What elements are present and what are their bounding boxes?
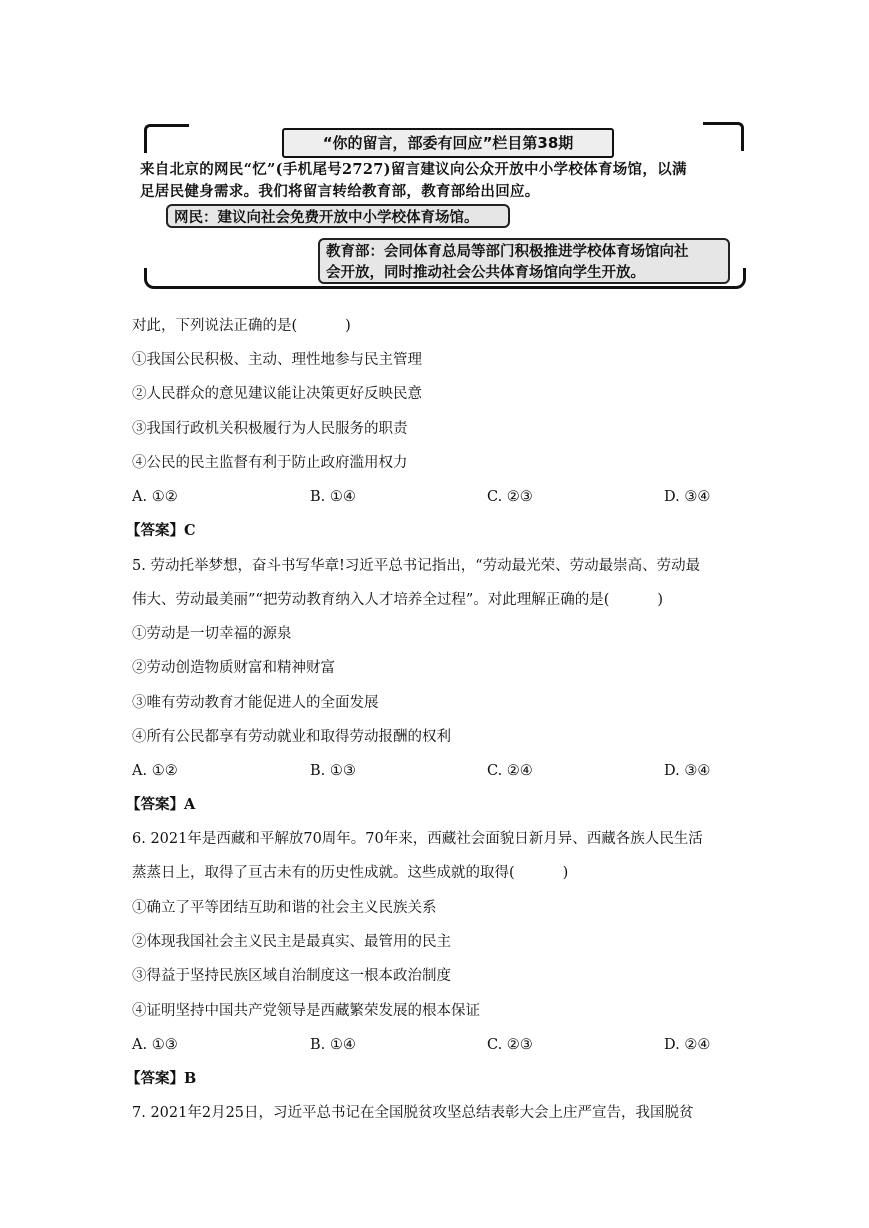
q5-option-a: A. ①②	[132, 763, 178, 779]
netizen-message-box	[166, 204, 510, 228]
q4-stem	[132, 316, 351, 336]
q4-option-b: B. ①④	[310, 489, 356, 505]
q6-option-a: A. ①③	[132, 1037, 178, 1053]
q6-option-c: C. ②③	[487, 1037, 533, 1053]
clipping-corner-right	[703, 122, 744, 151]
clipping-banner: “你的留言，部委有回应”栏目第38期	[282, 128, 614, 158]
q5-stem-line1: 5. 劳动托举梦想，奋斗书写华章!习近平总书记指出，“劳动最光荣、劳动最崇高、劳动最	[132, 558, 701, 574]
q5-stem-line2	[132, 590, 663, 610]
q6-item-1: ①确立了平等团结互助和谐的社会主义民族关系	[132, 900, 437, 916]
q7-stem-line1: 7. 2021年2月25日，习近平总书记在全国脱贫攻坚总结表彰大会上庄严宣告，我国脱贫	[132, 1105, 694, 1121]
q5-item-3: ③唯有劳动教育才能促进人的全面发展	[132, 695, 379, 711]
q5-stem-line2-text: 伟大、劳动最美丽”“把劳动教育纳入人才培养全过程”。对此理解正确的是(	[132, 592, 610, 608]
q5-answer: 【答案】A	[126, 796, 196, 813]
q4-option-a: A. ①②	[132, 489, 178, 505]
q4-stem-close: )	[345, 318, 351, 334]
q4-item-3: ③我国行政机关积极履行为人民服务的职责	[132, 421, 408, 437]
ministry-reply-line1: 教育部：会同体育总局等部门积极推进学校体育场馆向社	[326, 243, 689, 260]
ministry-reply-line2: 会开放，同时推动社会公共体育场馆向学生开放。	[326, 264, 645, 281]
ministry-reply-box	[318, 238, 730, 284]
q5-item-1: ①劳动是一切幸福的源泉	[132, 626, 292, 642]
clipping-corner-left	[144, 124, 189, 153]
q6-item-4: ④证明坚持中国共产党领导是西藏繁荣发展的根本保证	[132, 1003, 480, 1019]
q6-stem-close: )	[562, 865, 569, 881]
q6-stem-line1: 6. 2021年是西藏和平解放70周年。70年来，西藏社会面貌日新月异、西藏各族人民生活	[132, 831, 703, 847]
q5-option-d: D. ③④	[664, 763, 711, 779]
q6-item-2: ②体现我国社会主义民主是最真实、最管用的民主	[132, 934, 451, 950]
q4-item-1: ①我国公民积极、主动、理性地参与民主管理	[132, 352, 422, 368]
q5-item-4: ④所有公民都享有劳动就业和取得劳动报酬的权利	[132, 729, 451, 745]
clipping-intro-line2: 足居民健身需求。我们将留言转给教育部，教育部给出回应。	[140, 183, 540, 200]
q6-answer: 【答案】B	[126, 1070, 197, 1087]
q5-option-c: C. ②④	[487, 763, 533, 779]
q6-stem-line2-text: 蒸蒸日上，取得了亘古未有的历史性成就。这些成就的取得(	[132, 865, 515, 881]
q4-option-c: C. ②③	[487, 489, 533, 505]
q5-option-b: B. ①③	[310, 763, 356, 779]
q5-stem-close: )	[657, 592, 664, 608]
q6-stem-line2	[132, 863, 568, 883]
q6-item-3: ③得益于坚持民族区域自治制度这一根本政治制度	[132, 968, 451, 984]
q4-stem-text: 对此，下列说法正确的是(	[132, 318, 298, 334]
q5-item-2: ②劳动创造物质财富和精神财富	[132, 660, 335, 676]
q4-option-d: D. ③④	[664, 489, 711, 505]
q4-item-4: ④公民的民主监督有利于防止政府滥用权力	[132, 455, 408, 471]
q4-item-2: ②人民群众的意见建议能让决策更好反映民意	[132, 386, 422, 402]
news-clipping-figure	[140, 118, 744, 300]
q6-option-b: B. ①④	[310, 1037, 356, 1053]
q4-answer: 【答案】C	[126, 522, 196, 539]
clipping-intro-line1: 来自北京的网民“忆”(手机尾号2727)留言建议向公众开放中小学校体育场馆，以满	[140, 161, 687, 178]
netizen-message: 网民：建议向社会免费开放中小学校体育场馆。	[174, 209, 479, 226]
q6-option-d: D. ②④	[664, 1037, 711, 1053]
